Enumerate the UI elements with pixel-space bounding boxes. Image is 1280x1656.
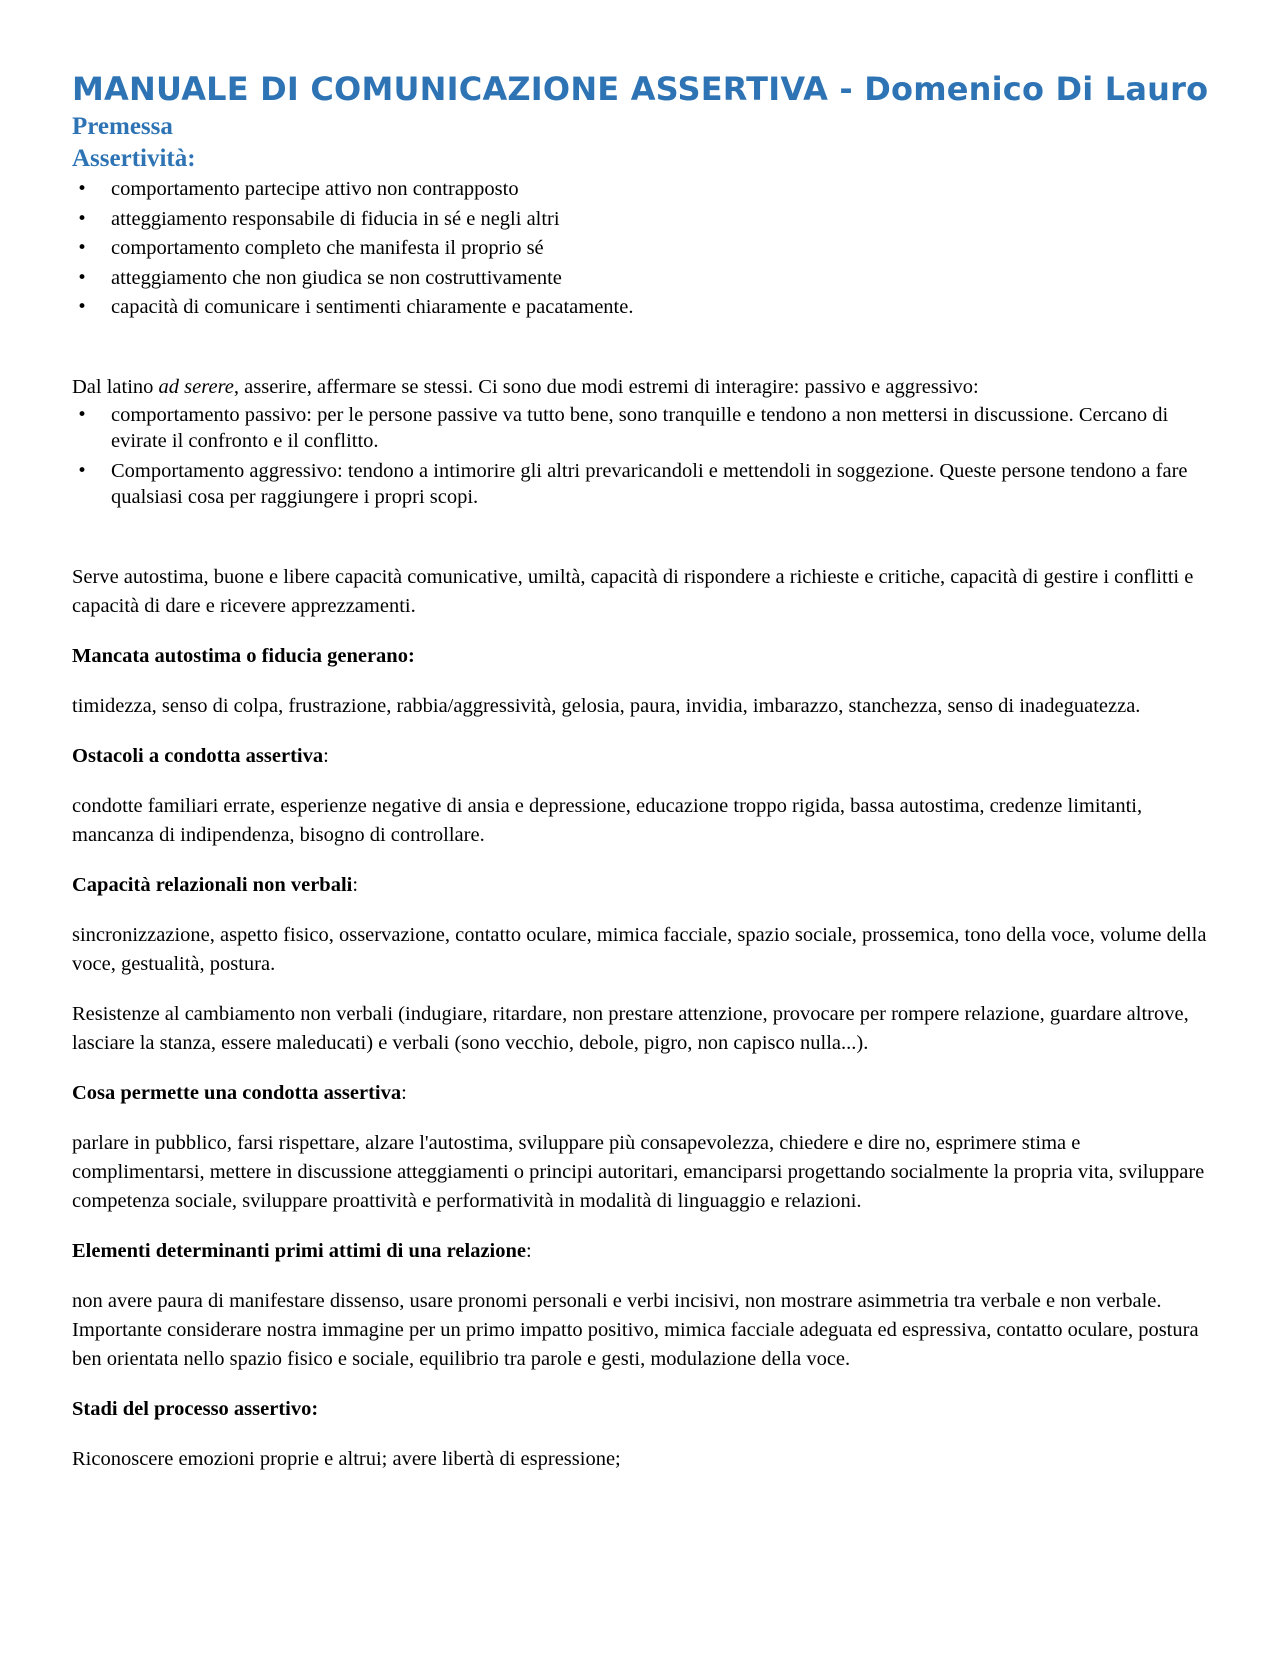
list-item: • atteggiamento che non giudica se non costruttivamente <box>72 264 1212 294</box>
autostima-paragraph: timidezza, senso di colpa, frustrazione, rabbia/aggressività, gelosia, paura, invidia, imbarazzo, stanchezza, senso di inadeguatezza. <box>72 694 1141 717</box>
list-item: • atteggiamento responsabile di fiducia in sé e negli altri <box>72 205 1212 235</box>
capacita-paragraph: sincronizzazione, aspetto fisico, osservazione, contatto oculare, mimica facciale, spazio sociale, prossemica, tono della voce, volume della voce, gestualità, postura. <box>72 923 1207 975</box>
list-item: • comportamento completo che manifesta il proprio sé <box>72 234 1212 264</box>
list-item: • capacità di comunicare i sentimenti chiaramente e pacatamente. <box>72 293 1212 323</box>
serve-paragraph: Serve autostima, buone e libere capacità comunicative, umiltà, capacità di rispondere a richieste e critiche, capacità di gestire i conflitti e capacità di dare e ricevere apprezzamenti. <box>72 565 1194 617</box>
document-title: MANUALE DI COMUNICAZIONE ASSERTIVA - Domenico Di Lauro <box>72 70 1209 108</box>
behavior-modes-list <box>72 402 1212 510</box>
assertivita-heading: Assertività: <box>72 145 196 172</box>
ostacoli-heading: Ostacoli a condotta assertiva: <box>72 744 329 767</box>
document-page <box>72 70 1212 1474</box>
list-item: • comportamento partecipe attivo non contrapposto <box>72 175 1212 205</box>
latin-term: ad serere <box>158 375 234 398</box>
list-item: • Comportamento aggressivo: tendono a intimorire gli altri prevaricandoli e mettendoli in soggezione. Queste persone tendono a fare qualsiasi cosa per raggiungere i propri scopi. <box>77 459 1188 508</box>
bullet-icon: • <box>77 267 88 288</box>
stadi-paragraph: Riconoscere emozioni proprie e altrui; avere libertà di espressione; <box>72 1447 621 1470</box>
bullet-icon: • <box>77 238 88 258</box>
bullet-icon: • <box>77 208 88 229</box>
latin-intro-paragraph: Dal latino ad serere, asserire, affermare se stessi. Ci sono due modi estremi di interagire: passivo e aggressivo: <box>72 375 979 398</box>
bullet-icon: • <box>77 297 88 317</box>
ostacoli-paragraph: condotte familiari errate, esperienze negative di ansia e depressione, educazione troppo rigida, bassa autostima, credenze limitanti, mancanza di indipendenza, bisogno di controllare. <box>72 794 1143 846</box>
autostima-heading: Mancata autostima o fiducia generano: <box>72 644 415 667</box>
assertivita-list <box>72 175 1212 323</box>
resistenze-paragraph: Resistenze al cambiamento non verbali (indugiare, ritardare, non prestare attenzione, provocare per rompere relazione, guardare altrove, lasciare la stanza, essere maleducati) e verbali (sono vecchio, debole, pigro, non capisco nulla...). <box>72 1002 1189 1054</box>
bullet-icon: • <box>77 460 88 481</box>
premessa-heading: Premessa <box>72 113 173 140</box>
capacita-heading: Capacità relazionali non verbali: <box>72 873 359 896</box>
permette-paragraph: parlare in pubblico, farsi rispettare, alzare l'autostima, sviluppare più consapevolezza, chiedere e dire no, esprimere stima e complimentarsi, mettere in discussione atteggiamenti o principi autoritari, emanciparsi progettando socialmente la propria vita, sviluppare competenza sociale, sviluppare proattività e performatività in modalità di linguaggio e relazioni. <box>72 1131 1205 1212</box>
stadi-heading: Stadi del processo assertivo: <box>72 1397 319 1420</box>
elementi-heading: Elementi determinanti primi attimi di una relazione: <box>72 1239 532 1262</box>
bullet-icon: • <box>77 179 88 199</box>
list-item: • comportamento passivo: per le persone passive va tutto bene, sono tranquille e tendono a non mettersi in discussione. Cercano di evirate il confronto e il conflitto. <box>77 403 1169 452</box>
permette-heading: Cosa permette una condotta assertiva: <box>72 1081 407 1104</box>
bullet-icon: • <box>77 404 88 425</box>
elementi-paragraph: non avere paura di manifestare dissenso, usare pronomi personali e verbi incisivi, non mostrare asimmetria tra verbale e non verbale. Importante considerare nostra immagine per un primo impatto positivo, mimica facciale adeguata ed espressiva, contatto oculare, postura ben orientata nello spazio fisico e sociale, equilibrio tra parole e gesti, modulazione della voce. <box>72 1289 1199 1370</box>
